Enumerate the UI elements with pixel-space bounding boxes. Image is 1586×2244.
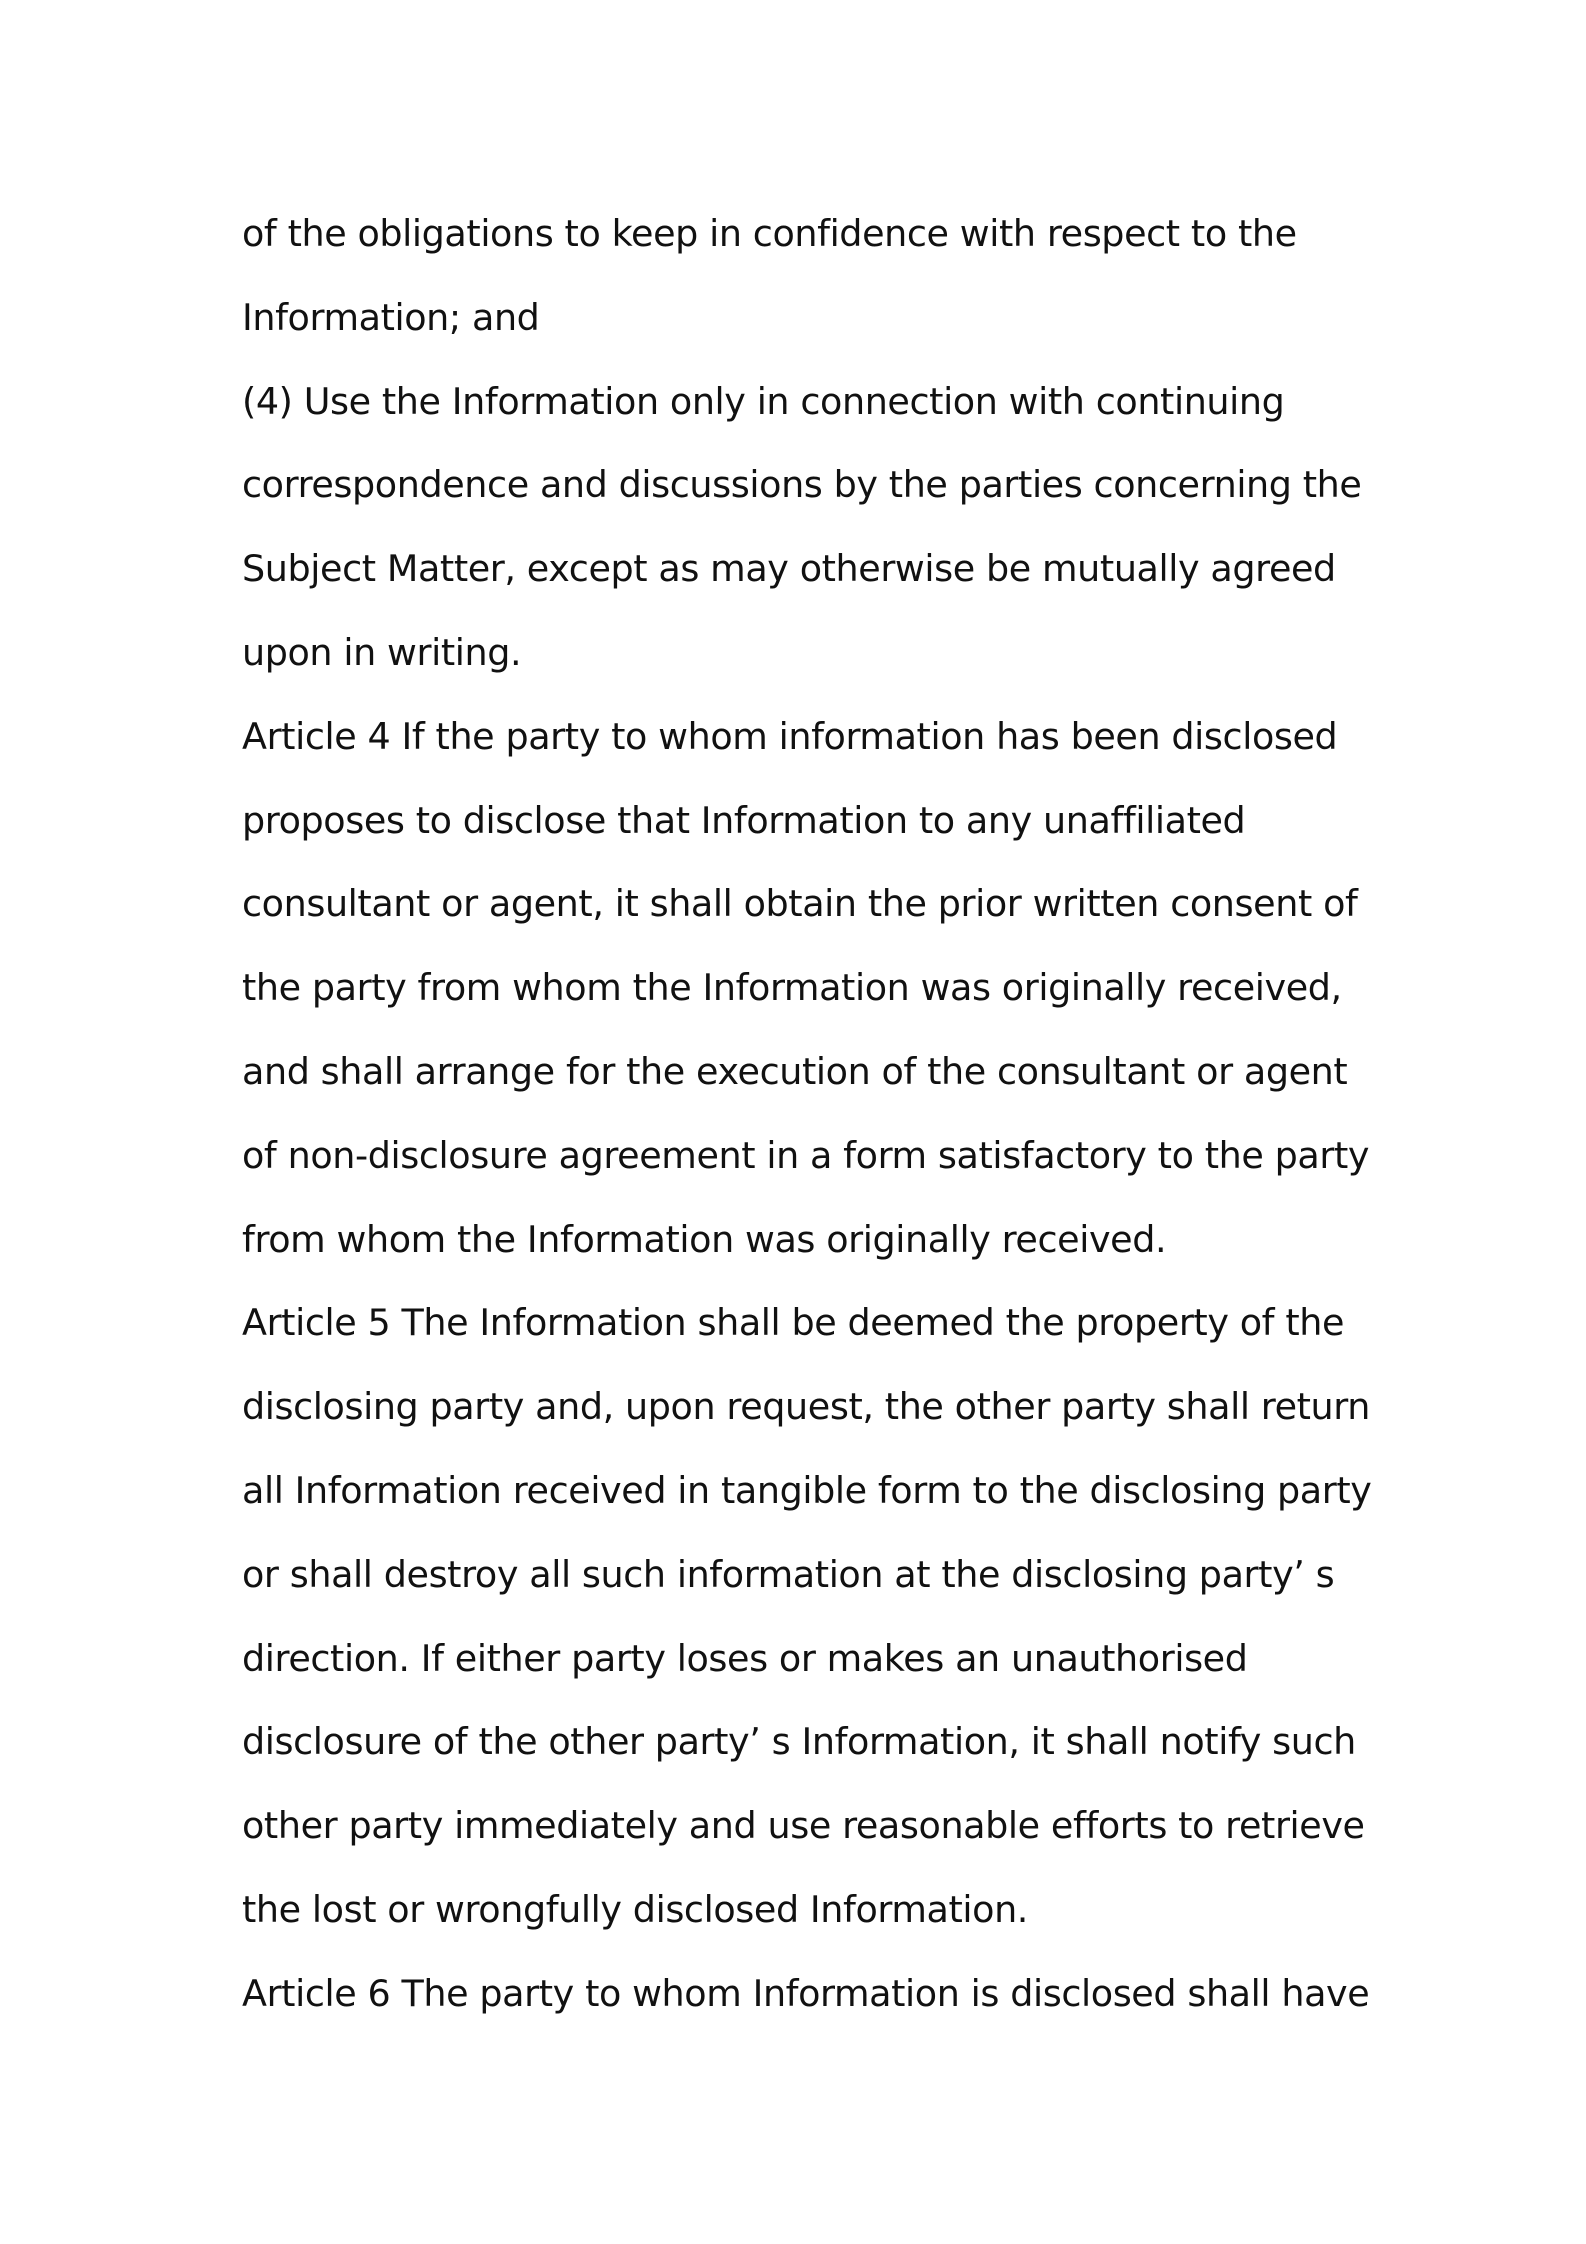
text-line: other party immediately and use reasonable efforts to retrieve	[242, 1804, 1365, 1848]
text-line: Subject Matter, except as may otherwise be mutually agreed	[242, 547, 1336, 591]
text-line: correspondence and discussions by the parties concerning the	[242, 463, 1362, 507]
text-line: of the obligations to keep in confidence with respect to the	[242, 212, 1297, 255]
text-line: Article 6 The party to whom Information is disclosed shall have	[242, 1971, 1370, 2015]
text-line: all Information received in tangible form to the disclosing party	[242, 1468, 1372, 1512]
text-line: of non-disclosure agreement in a form satisfactory to the party	[242, 1133, 1370, 1177]
text-line: consultant or agent, it shall obtain the prior written consent of	[242, 882, 1358, 926]
text-line: Information; and	[242, 295, 540, 339]
text-line: and shall arrange for the execution of the consultant or agent	[242, 1049, 1348, 1093]
text-line: the lost or wrongfully disclosed Information.	[242, 1887, 1028, 1931]
text-line: proposes to disclose that Information to any unaffiliated	[242, 798, 1246, 842]
text-line: Article 5 The Information shall be deemed the property of the	[242, 1301, 1345, 1345]
text-line: Article 4 If the party to whom information has been disclosed	[242, 714, 1338, 758]
text-line: upon in writing.	[242, 630, 522, 674]
text-line: disclosing party and, upon request, the other party shall return	[242, 1385, 1370, 1429]
text-line: direction. If either party loses or makes an unauthorised	[242, 1636, 1248, 1680]
text-line: (4) Use the Information only in connection with continuing	[242, 379, 1285, 423]
text-line: from whom the Information was originally received.	[242, 1217, 1167, 1261]
text-line: the party from whom the Information was originally received,	[242, 966, 1342, 1010]
text-line: disclosure of the other party’ s Information, it shall notify such	[242, 1720, 1356, 1764]
text-line: or shall destroy all such information at the disclosing party’ s	[242, 1552, 1335, 1596]
body-text	[242, 206, 1392, 2050]
